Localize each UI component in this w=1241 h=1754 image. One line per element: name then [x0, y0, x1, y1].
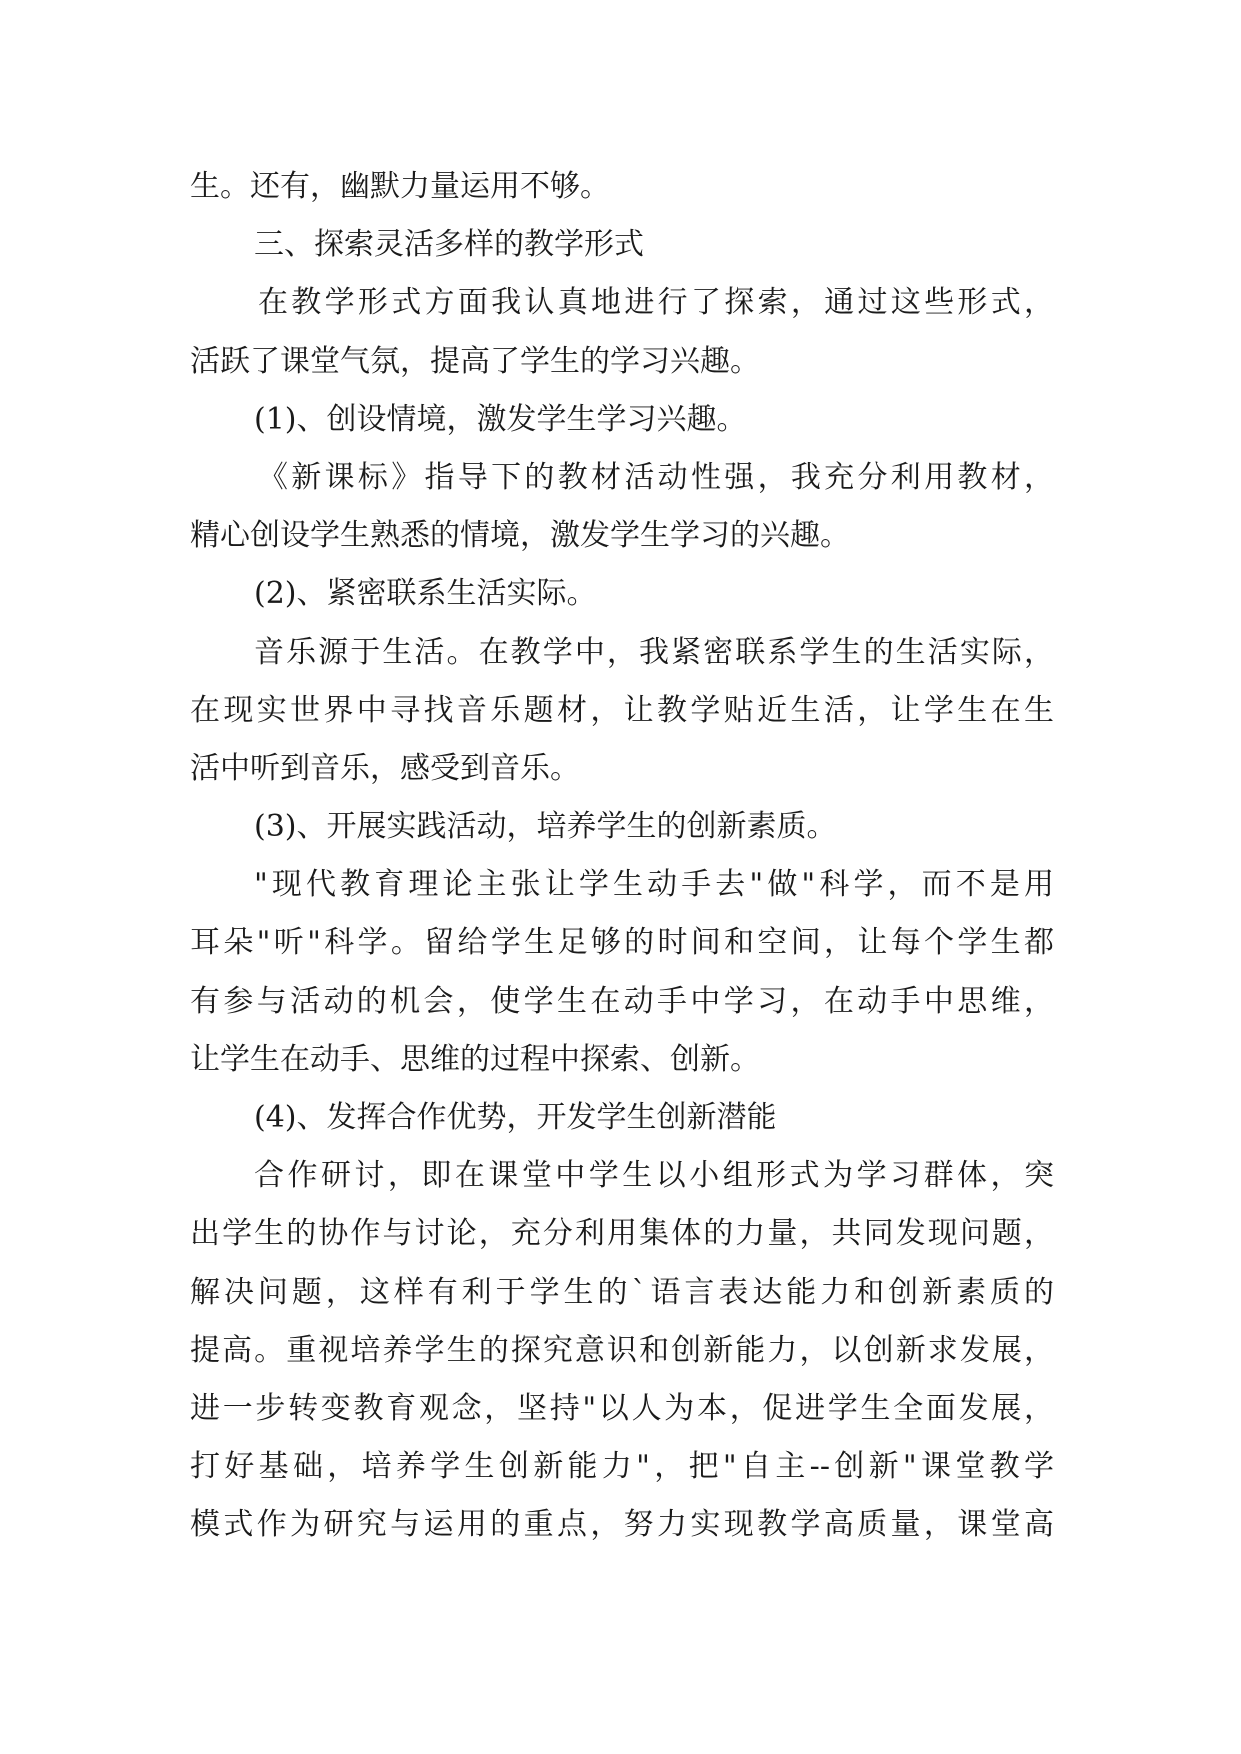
- text-line: 活跃了课堂气氛，提高了学生的学习兴趣。: [190, 343, 760, 379]
- text-line: 《新课标》指导下的教材活动性强，我充分利用教材，: [258, 459, 1054, 495]
- text-line: 合作研讨，即在课堂中学生以小组形式为学习群体，突: [254, 1158, 1054, 1194]
- text-line: 生。还有，幽默力量运用不够。: [190, 169, 610, 204]
- text-line: 精心创设学生熟悉的情境，激发学生学习的兴趣。: [190, 518, 850, 554]
- text-line: 在现实世界中寻找音乐题材，让教学贴近生活，让学生在生: [190, 692, 1054, 728]
- text-line: 出学生的协作与讨论，充分利用集体的力量，共同发现问题，: [190, 1216, 1054, 1252]
- text-line: "现代教育理论主张让学生动手去"做"科学，而不是用: [254, 867, 1054, 903]
- document-body: [190, 158, 1060, 1555]
- text-line: 有参与活动的机会，使学生在动手中学习，在动手中思维，: [190, 983, 1054, 1019]
- subsection-heading: (1)、创设情境，激发学生学习兴趣。: [254, 401, 747, 437]
- text-line: 解决问题，这样有利于学生的`语言表达能力和创新素质的: [190, 1274, 1054, 1310]
- text-line: 音乐源于生活。在教学中，我紧密联系学生的生活实际，: [254, 634, 1054, 670]
- text-line: 在教学形式方面我认真地进行了探索，通过这些形式，: [258, 285, 1054, 321]
- text-line: 让学生在动手、思维的过程中探索、创新。: [190, 1041, 760, 1077]
- subsection-heading: (3)、开展实践活动，培养学生的创新素质。: [254, 809, 837, 845]
- text-line: 进一步转变教育观念，坚持"以人为本，促进学生全面发展，: [190, 1390, 1054, 1426]
- section-heading: 三、探索灵活多样的教学形式: [254, 227, 644, 263]
- subsection-heading: (2)、紧密联系生活实际。: [254, 576, 597, 612]
- text-line: 打好基础，培养学生创新能力"，把"自主--创新"课堂教学: [190, 1449, 1054, 1485]
- text-line: 活中听到音乐，感受到音乐。: [190, 750, 580, 786]
- text-line: 模式作为研究与运用的重点，努力实现教学高质量，课堂高: [190, 1507, 1054, 1543]
- text-line: 提高。重视培养学生的探究意识和创新能力，以创新求发展，: [190, 1332, 1054, 1368]
- subsection-heading: (4)、发挥合作优势，开发学生创新潜能: [254, 1100, 777, 1135]
- text-line: 耳朵"听"科学。留给学生足够的时间和空间，让每个学生都: [190, 925, 1054, 961]
